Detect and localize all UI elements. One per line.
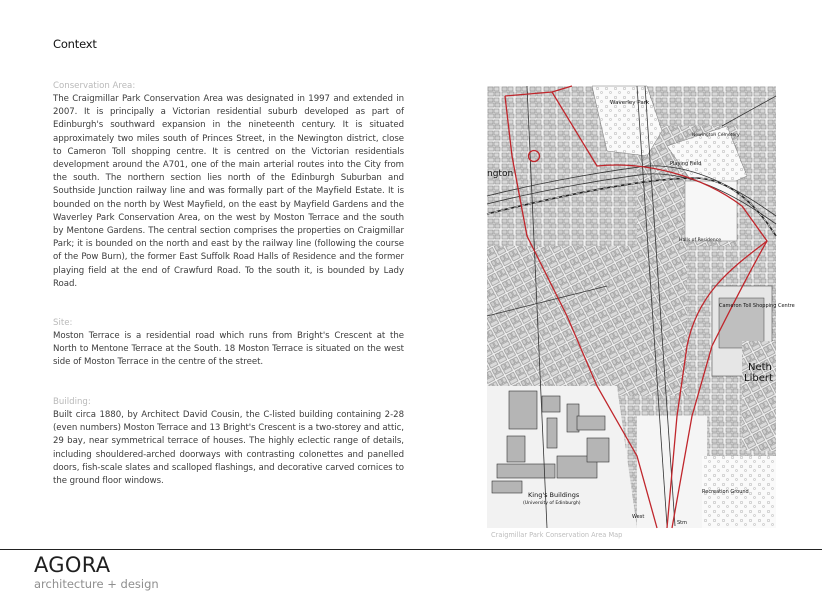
footer-divider bbox=[0, 549, 822, 550]
conservation-area-map bbox=[487, 86, 795, 528]
agora-logo: AGORA bbox=[34, 553, 111, 577]
map-label-university: (University of Edinburgh) bbox=[523, 501, 581, 506]
map-label-recreation: Recreation Ground bbox=[702, 489, 749, 495]
map-label-halls: Halls of Residence bbox=[679, 238, 722, 243]
site-section bbox=[53, 317, 404, 370]
map-label-cemetery: Newington Cemetery bbox=[692, 133, 740, 138]
map-label-liberton: Libert bbox=[744, 373, 773, 384]
map-label-newington: ngton bbox=[487, 169, 514, 179]
building-section bbox=[53, 396, 404, 488]
conservation-area-label: Conservation Area: bbox=[53, 81, 136, 91]
site-text: Moston Terrace is a residential road which runs from Bright's Crescent at the North to Mentone Terrace at the South. 18 Moston Terrace is situated on the west side of Moston Terrace in the centre of the street. bbox=[53, 331, 404, 368]
conservation-area-text: The Craigmillar Park Conservation Area was designated in 1997 and extended in 2007. It is principally a Victorian residential suburb developed as part of Edinburgh's southward expansion in the nineteenth century. It is situated approximately two miles south of Princes Street, in the Newington district, close to Cameron Toll shopping centre. It is centred on the Victorian residentials development around the A701, one of the main arterial routes into the City from the south. The northern section lies north of the Edinburgh Suburban and Southside Junction railway line and was formally part of the Mayfield Estate. It is bounded on the north by West Mayfield, on the east by Mayfield Gardens and the Waverley Park Conservation Area, on the west by Moston Terrace and the south by Mentone Gardens. The central section comprises the properties on Craigmillar Park; it is bounded on the north and east by the railway line (following the course of the Pow Burn), the former East Suffolk Road Halls of Residence and the former playing field at the end of Crawfurd Road. To the south it, is bounded by Lady Road. bbox=[53, 94, 404, 289]
map-label-kings-buildings: King's Buildings bbox=[528, 491, 580, 499]
map-label-playing-field: Playing Field bbox=[670, 161, 702, 167]
page-title: Context bbox=[53, 37, 97, 51]
site-label: Site: bbox=[53, 318, 73, 328]
map-label-nether: Neth bbox=[748, 362, 772, 373]
conservation-area-section bbox=[53, 80, 404, 291]
map-label-stm: Stm bbox=[677, 520, 688, 526]
map-label-waverley-park: Waverley Park bbox=[610, 100, 650, 106]
map-caption: Craigmillar Park Conservation Area Map bbox=[491, 531, 623, 539]
building-text: Built circa 1880, by Architect David Cousin, the C-listed building containing 2-28 (even numbers) Moston Terrace and 13 Bright's Crescent is a two-storey and attic, 29 bay, near symmetrical terrace of houses. The highly eclectic range of details, including shouldered-arched doorways with contrasting colonettes and panelled doors, fish-scale slates and scalloped flashings, and decorative carved cornices to the ground floor windows. bbox=[53, 410, 404, 487]
building-label: Building: bbox=[53, 397, 91, 407]
map-label-cameron-toll: Cameron Toll Shopping Centre bbox=[719, 303, 795, 309]
map-label-west: West bbox=[632, 514, 645, 520]
agora-tagline: architecture + design bbox=[34, 577, 159, 591]
